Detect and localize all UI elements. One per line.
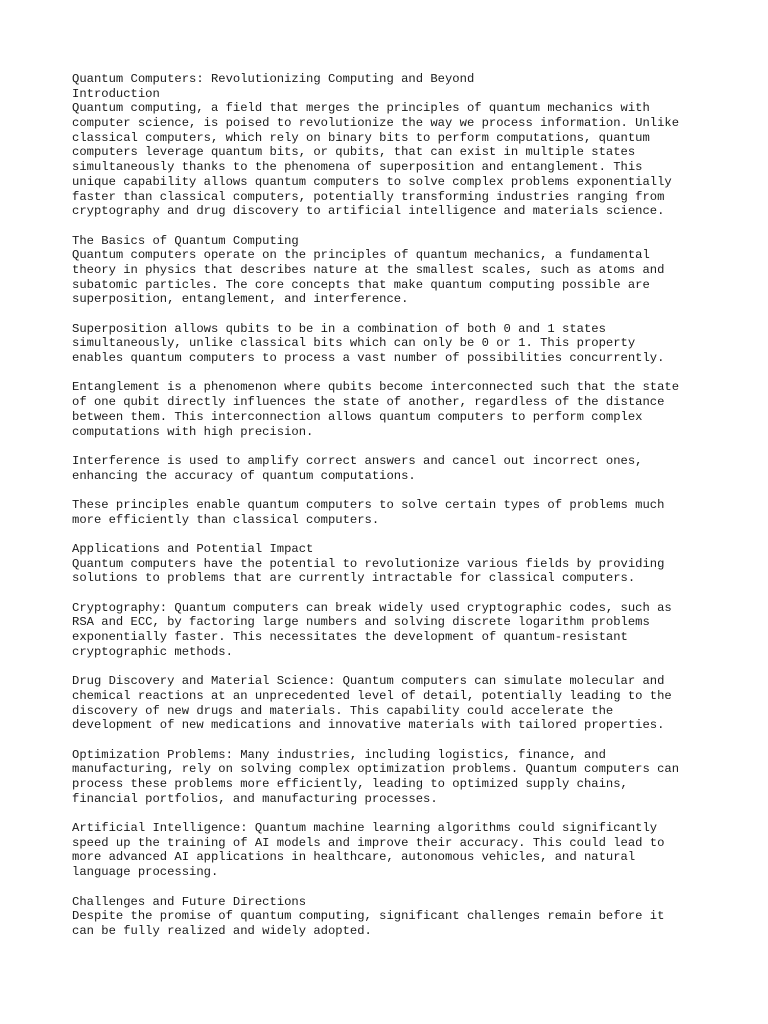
text-line: more advanced AI applications in healthcare, autonomous vehicles, and natural	[72, 850, 636, 865]
text-line: Challenges and Future Directions	[72, 894, 307, 909]
text-line: Superposition allows qubits to be in a combination of both 0 and 1 states	[72, 321, 606, 336]
text-line: simultaneously, unlike classical bits which can only be 0 or 1. This property	[72, 336, 636, 351]
document-page	[72, 72, 722, 939]
paragraph-applications	[72, 557, 722, 586]
paragraph-gap	[72, 880, 722, 895]
text-line: theory in physics that describes nature at the smallest scales, such as atoms and	[72, 262, 665, 277]
heading-introduction	[72, 87, 722, 102]
doc-title	[72, 72, 722, 87]
text-line: of one qubit directly influences the state of another, regardless of the distance	[72, 395, 665, 410]
text-line: discovery of new drugs and materials. This capability could accelerate the	[72, 703, 614, 718]
text-line: between them. This interconnection allows quantum computers to perform complex	[72, 409, 643, 424]
text-line: financial portfolios, and manufacturing processes.	[72, 791, 438, 806]
text-line: Introduction	[72, 86, 160, 101]
paragraph-gap	[72, 483, 722, 498]
paragraph-challenges	[72, 909, 722, 938]
heading-challenges	[72, 895, 722, 910]
paragraph-gap	[72, 439, 722, 454]
paragraph-gap	[72, 660, 722, 675]
text-line: more efficiently than classical computers.	[72, 512, 380, 527]
paragraph-optimization	[72, 748, 722, 807]
text-line: Entanglement is a phenomenon where qubits become interconnected such that the state	[72, 380, 680, 395]
paragraph-drug-discovery	[72, 674, 722, 733]
text-line: language processing.	[72, 865, 219, 880]
text-line: computations with high precision.	[72, 424, 314, 439]
text-line: enables quantum computers to process a vast number of possibilities concurrently.	[72, 351, 665, 366]
paragraph-superposition	[72, 322, 722, 366]
text-line: chemical reactions at an unprecedented level of detail, potentially leading to the	[72, 688, 672, 703]
text-line: Artificial Intelligence: Quantum machine learning algorithms could significantly	[72, 821, 658, 836]
text-line: manufacturing, rely on solving complex optimization problems. Quantum computers can	[72, 762, 680, 777]
text-line: superposition, entanglement, and interference.	[72, 292, 409, 307]
text-line: enhancing the accuracy of quantum computations.	[72, 468, 416, 483]
text-line: Quantum computing, a field that merges the principles of quantum mechanics with	[72, 101, 650, 116]
text-line: process these problems more efficiently, leading to optimized supply chains,	[72, 777, 628, 791]
paragraph-principles	[72, 498, 722, 527]
heading-basics	[72, 234, 722, 249]
heading-applications	[72, 542, 722, 557]
text-line: classical computers, which rely on binary bits to perform computations, quantum	[72, 130, 650, 145]
text-line: speed up the training of AI models and improve their accuracy. This could lead to	[72, 835, 665, 850]
paragraph-gap	[72, 366, 722, 381]
text-line: development of new medications and innovative materials with tailored properties.	[72, 718, 665, 733]
paragraph-ai	[72, 821, 722, 880]
paragraph-gap	[72, 307, 722, 322]
text-line: faster than classical computers, potentially transforming industries ranging from	[72, 189, 665, 204]
text-line: cryptographic methods.	[72, 644, 233, 659]
paragraph-gap	[72, 219, 722, 234]
paragraph-basics	[72, 248, 722, 307]
text-line: The Basics of Quantum Computing	[72, 233, 299, 248]
text-line: These principles enable quantum computers to solve certain types of problems much	[72, 497, 665, 512]
text-line: Drug Discovery and Material Science: Quantum computers can simulate molecular and	[72, 674, 665, 689]
text-line: Applications and Potential Impact	[72, 542, 314, 556]
text-line: Interference is used to amplify correct answers and cancel out incorrect ones,	[72, 453, 643, 468]
text-line: Despite the promise of quantum computing, significant challenges remain before it	[72, 909, 665, 924]
text-line: simultaneously thanks to the phenomena of superposition and entanglement. This	[72, 160, 643, 175]
text-line: RSA and ECC, by factoring large numbers and solving discrete logarithm problems	[72, 615, 650, 630]
text-line: Optimization Problems: Many industries, including logistics, finance, and	[72, 747, 606, 762]
text-line: computers leverage quantum bits, or qubits, that can exist in multiple states	[72, 145, 636, 160]
paragraph-cryptography	[72, 601, 722, 660]
text-line: Quantum computers have the potential to revolutionize various fields by providing	[72, 556, 665, 571]
paragraph-interference	[72, 454, 722, 483]
text-line: cryptography and drug discovery to artificial intelligence and materials science.	[72, 204, 665, 219]
document-body	[72, 72, 722, 939]
text-line: subatomic particles. The core concepts that make quantum computing possible are	[72, 277, 650, 292]
text-line: Quantum Computers: Revolutionizing Computing and Beyond	[72, 72, 475, 86]
paragraph-introduction	[72, 101, 722, 219]
paragraph-gap	[72, 527, 722, 542]
text-line: exponentially faster. This necessitates the development of quantum-resistant	[72, 630, 628, 645]
paragraph-gap	[72, 586, 722, 601]
text-line: can be fully realized and widely adopted.	[72, 923, 372, 938]
paragraph-gap	[72, 806, 722, 821]
text-line: Cryptography: Quantum computers can break widely used cryptographic codes, such as	[72, 600, 672, 615]
text-line: computer science, is poised to revolutionize the way we process information. Unlike	[72, 116, 680, 131]
text-line: solutions to problems that are currently intractable for classical computers.	[72, 571, 636, 586]
paragraph-entanglement	[72, 380, 722, 439]
text-line: unique capability allows quantum computers to solve complex problems exponentially	[72, 174, 672, 189]
text-line: Quantum computers operate on the principles of quantum mechanics, a fundamental	[72, 248, 650, 263]
paragraph-gap	[72, 733, 722, 748]
